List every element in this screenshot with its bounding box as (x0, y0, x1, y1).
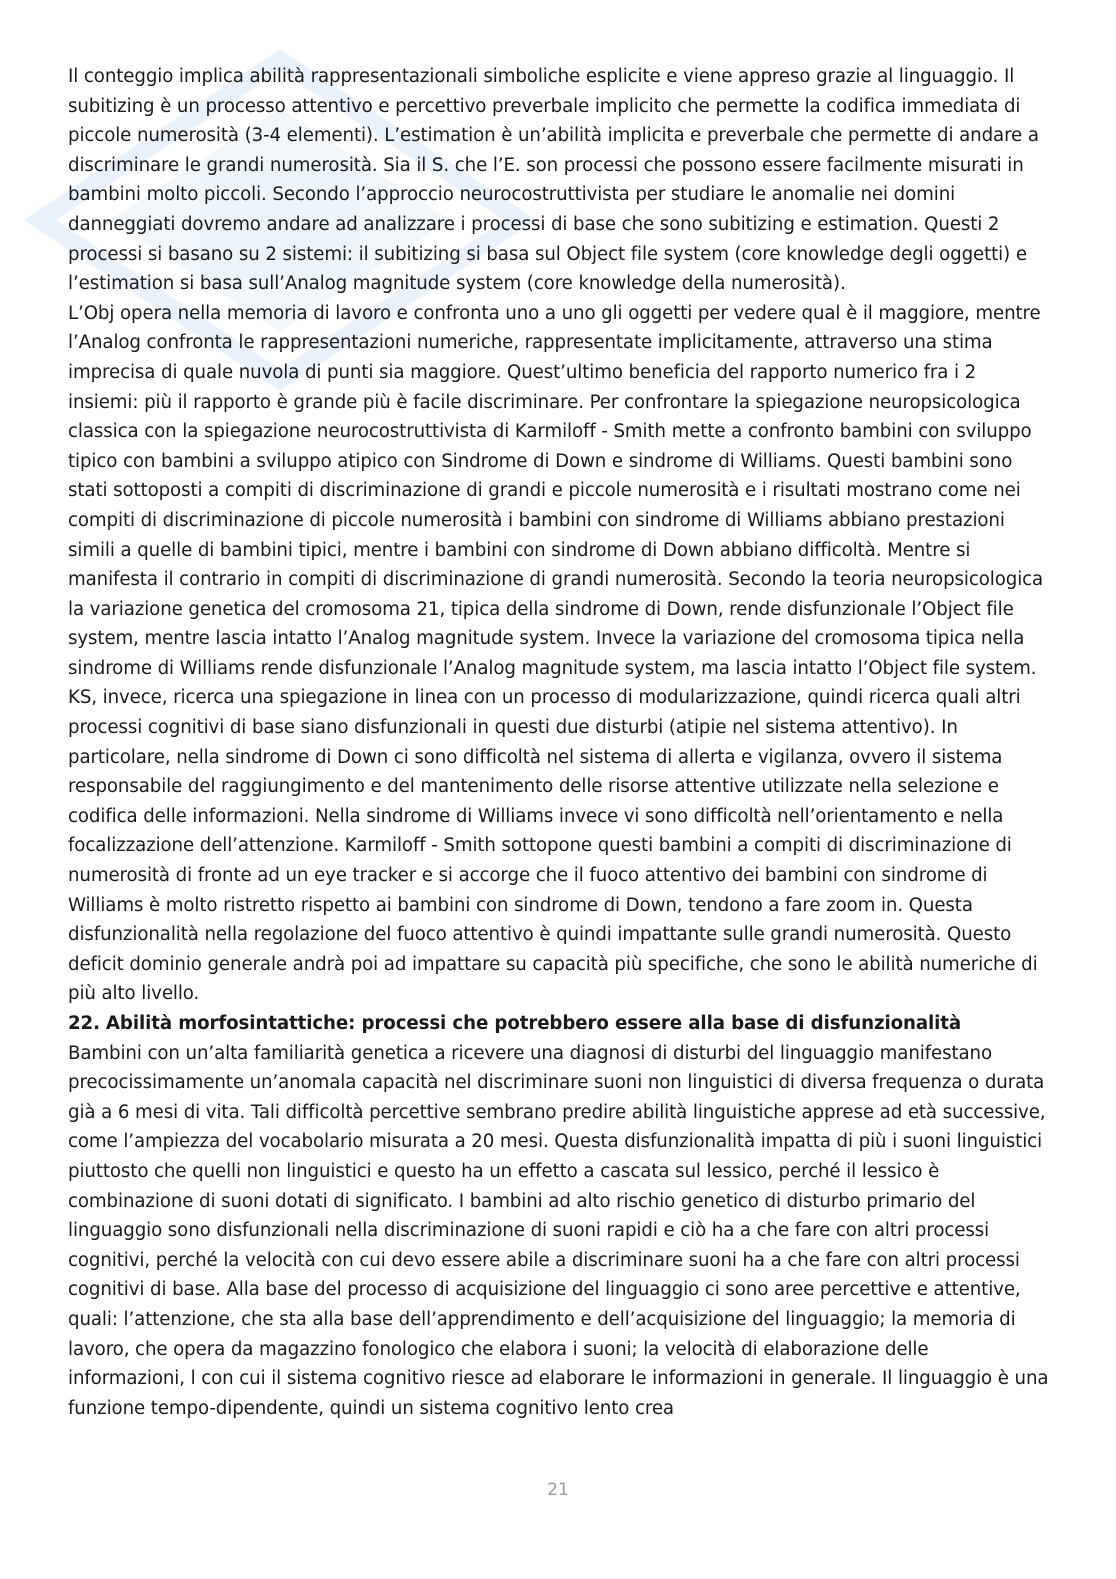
section-number: 22. (68, 1013, 100, 1034)
document-body (68, 62, 1050, 1423)
paragraph: Il conteggio implica abilità rappresentazionali simboliche esplicite e viene appreso grazie al linguaggio. Il subitizing è un processo attentivo e percettivo preverbale implicito che permette la codifica immediata di piccole numerosità (3-4 elementi). L’estimation è un’abilità implicita e preverbale che permette di andare a discriminare le grandi numerosità. Sia il S. che l’E. son processi che possono essere facilmente misurati in bambini molto piccoli. Secondo l’approccio neurocostruttivista per studiare le anomalie nei domini danneggiati dovremo andare ad analizzare i processi di base che sono subitizing e estimation. Questi 2 processi si basano su 2 sistemi: il subitizing si basa sul Object file system (core knowledge degli oggetti) e l’estimation si basa sull’Analog magnitude system (core knowledge della numerosità). (68, 66, 1039, 295)
paragraph: L’Obj opera nella memoria di lavoro e confronta uno a uno gli oggetti per vedere qual è il maggiore, mentre l’Analog confronta le rappresentazioni numeriche, rappresentate implicitamente, attraverso una stima imprecisa di quale nuvola di punti sia maggiore. Quest’ultimo beneficia del rapporto numerico fra i 2 insiemi: più il rapporto è grande più è facile discriminare. Per confrontare la spiegazione neuropsicologica classica con la spiegazione neurocostruttivista di Karmiloff - Smith mette a confronto bambini con sviluppo tipico con bambini a sviluppo atipico con Sindrome di Down e sindrome di Williams. Questi bambini sono stati sottoposti a compiti di discriminazione di grandi e piccole numerosità e i risultati mostrano come nei compiti di discriminazione di piccole numerosità i bambini con sindrome di Williams abbiano prestazioni simili a quelle di bambini tipici, mentre i bambini con sindrome di Down abbiano difficoltà. Mentre si manifesta il contrario in compiti di discriminazione di grandi numerosità. Secondo la teoria neuropsicologica la variazione genetica del cromosoma 21, tipica della sindrome di Down, rende disfunzionale l’Object file system, mentre lascia intatto l’Analog magnitude system. Invece la variazione del cromosoma tipica nella sindrome di Williams rende disfunzionale l’Analog magnitude system, ma lascia intatto l’Object file system. KS, invece, ricerca una spiegazione in linea con un processo di modularizzazione, quindi ricerca quali altri processi cognitivi di base siano disfunzionali in questi due disturbi (atipie nel sistema attentivo). In particolare, nella sindrome di Down ci sono difficoltà nel sistema di allerta e vigilanza, ovvero il sistema responsabile del raggiungimento e del mantenimento delle risorse attentive utilizzate nella selezione e codifica delle informazioni. Nella sindrome di Williams invece vi sono difficoltà nell’orientamento e nella focalizzazione dell’attenzione. Karmiloff - Smith sottopone questi bambini a compiti di discriminazione di numerosità di fronte ad un eye tracker e si accorge che il fuoco attentivo dei bambini con sindrome di Williams è molto ristretto rispetto ai bambini con sindrome di Down, tendono a fare zoom in. Questa disfunzionalità nella regolazione del fuoco attentivo è quindi impattante sulle grandi numerosità. Questo deficit dominio generale andrà poi ad impattare su capacità più specifiche, che sono le abilità numeriche di più alto livello. (68, 302, 1044, 1005)
section-heading (68, 1009, 1050, 1039)
section-title: Abilità morfosintattiche: processi che potrebbero essere alla base di disfunzionalità (105, 1013, 962, 1034)
page-number: 21 (547, 1480, 569, 1500)
paragraph: Bambini con un’alta familiarità genetica a ricevere una diagnosi di disturbi del linguaggio manifestano precocissimamente un’anomala capacità nel discriminare suoni non linguistici di diversa frequenza o durata già a 6 mesi di vita. Tali difficoltà percettive sembrano predire abilità linguistiche apprese ad età successive, come l’ampiezza del vocabolario misurata a 20 mesi. Questa disfunzionalità impatta di più i suoni linguistici piuttosto che quelli non linguistici e questo ha un effetto a cascata sul lessico, perché il lessico è combinazione di suoni dotati di significato. I bambini ad alto rischio genetico di disturbo primario del linguaggio sono disfunzionali nella discriminazione di suoni rapidi e ciò ha a che fare con altri processi cognitivi, perché la velocità con cui devo essere abile a discriminare suoni ha a che fare con altri processi cognitivi di base. Alla base del processo di acquisizione del linguaggio ci sono aree percettive e attentive, quali: l’attenzione, che sta alla base dell’apprendimento e dell’acquisizione del linguaggio; la memoria di lavoro, che opera da magazzino fonologico che elabora i suoni; la velocità di elaborazione delle informazioni, l con cui il sistema cognitivo riesce ad elaborare le informazioni in generale. Il linguaggio è una funzione tempo-dipendente, quindi un sistema cognitivo lento crea (68, 1042, 1049, 1419)
